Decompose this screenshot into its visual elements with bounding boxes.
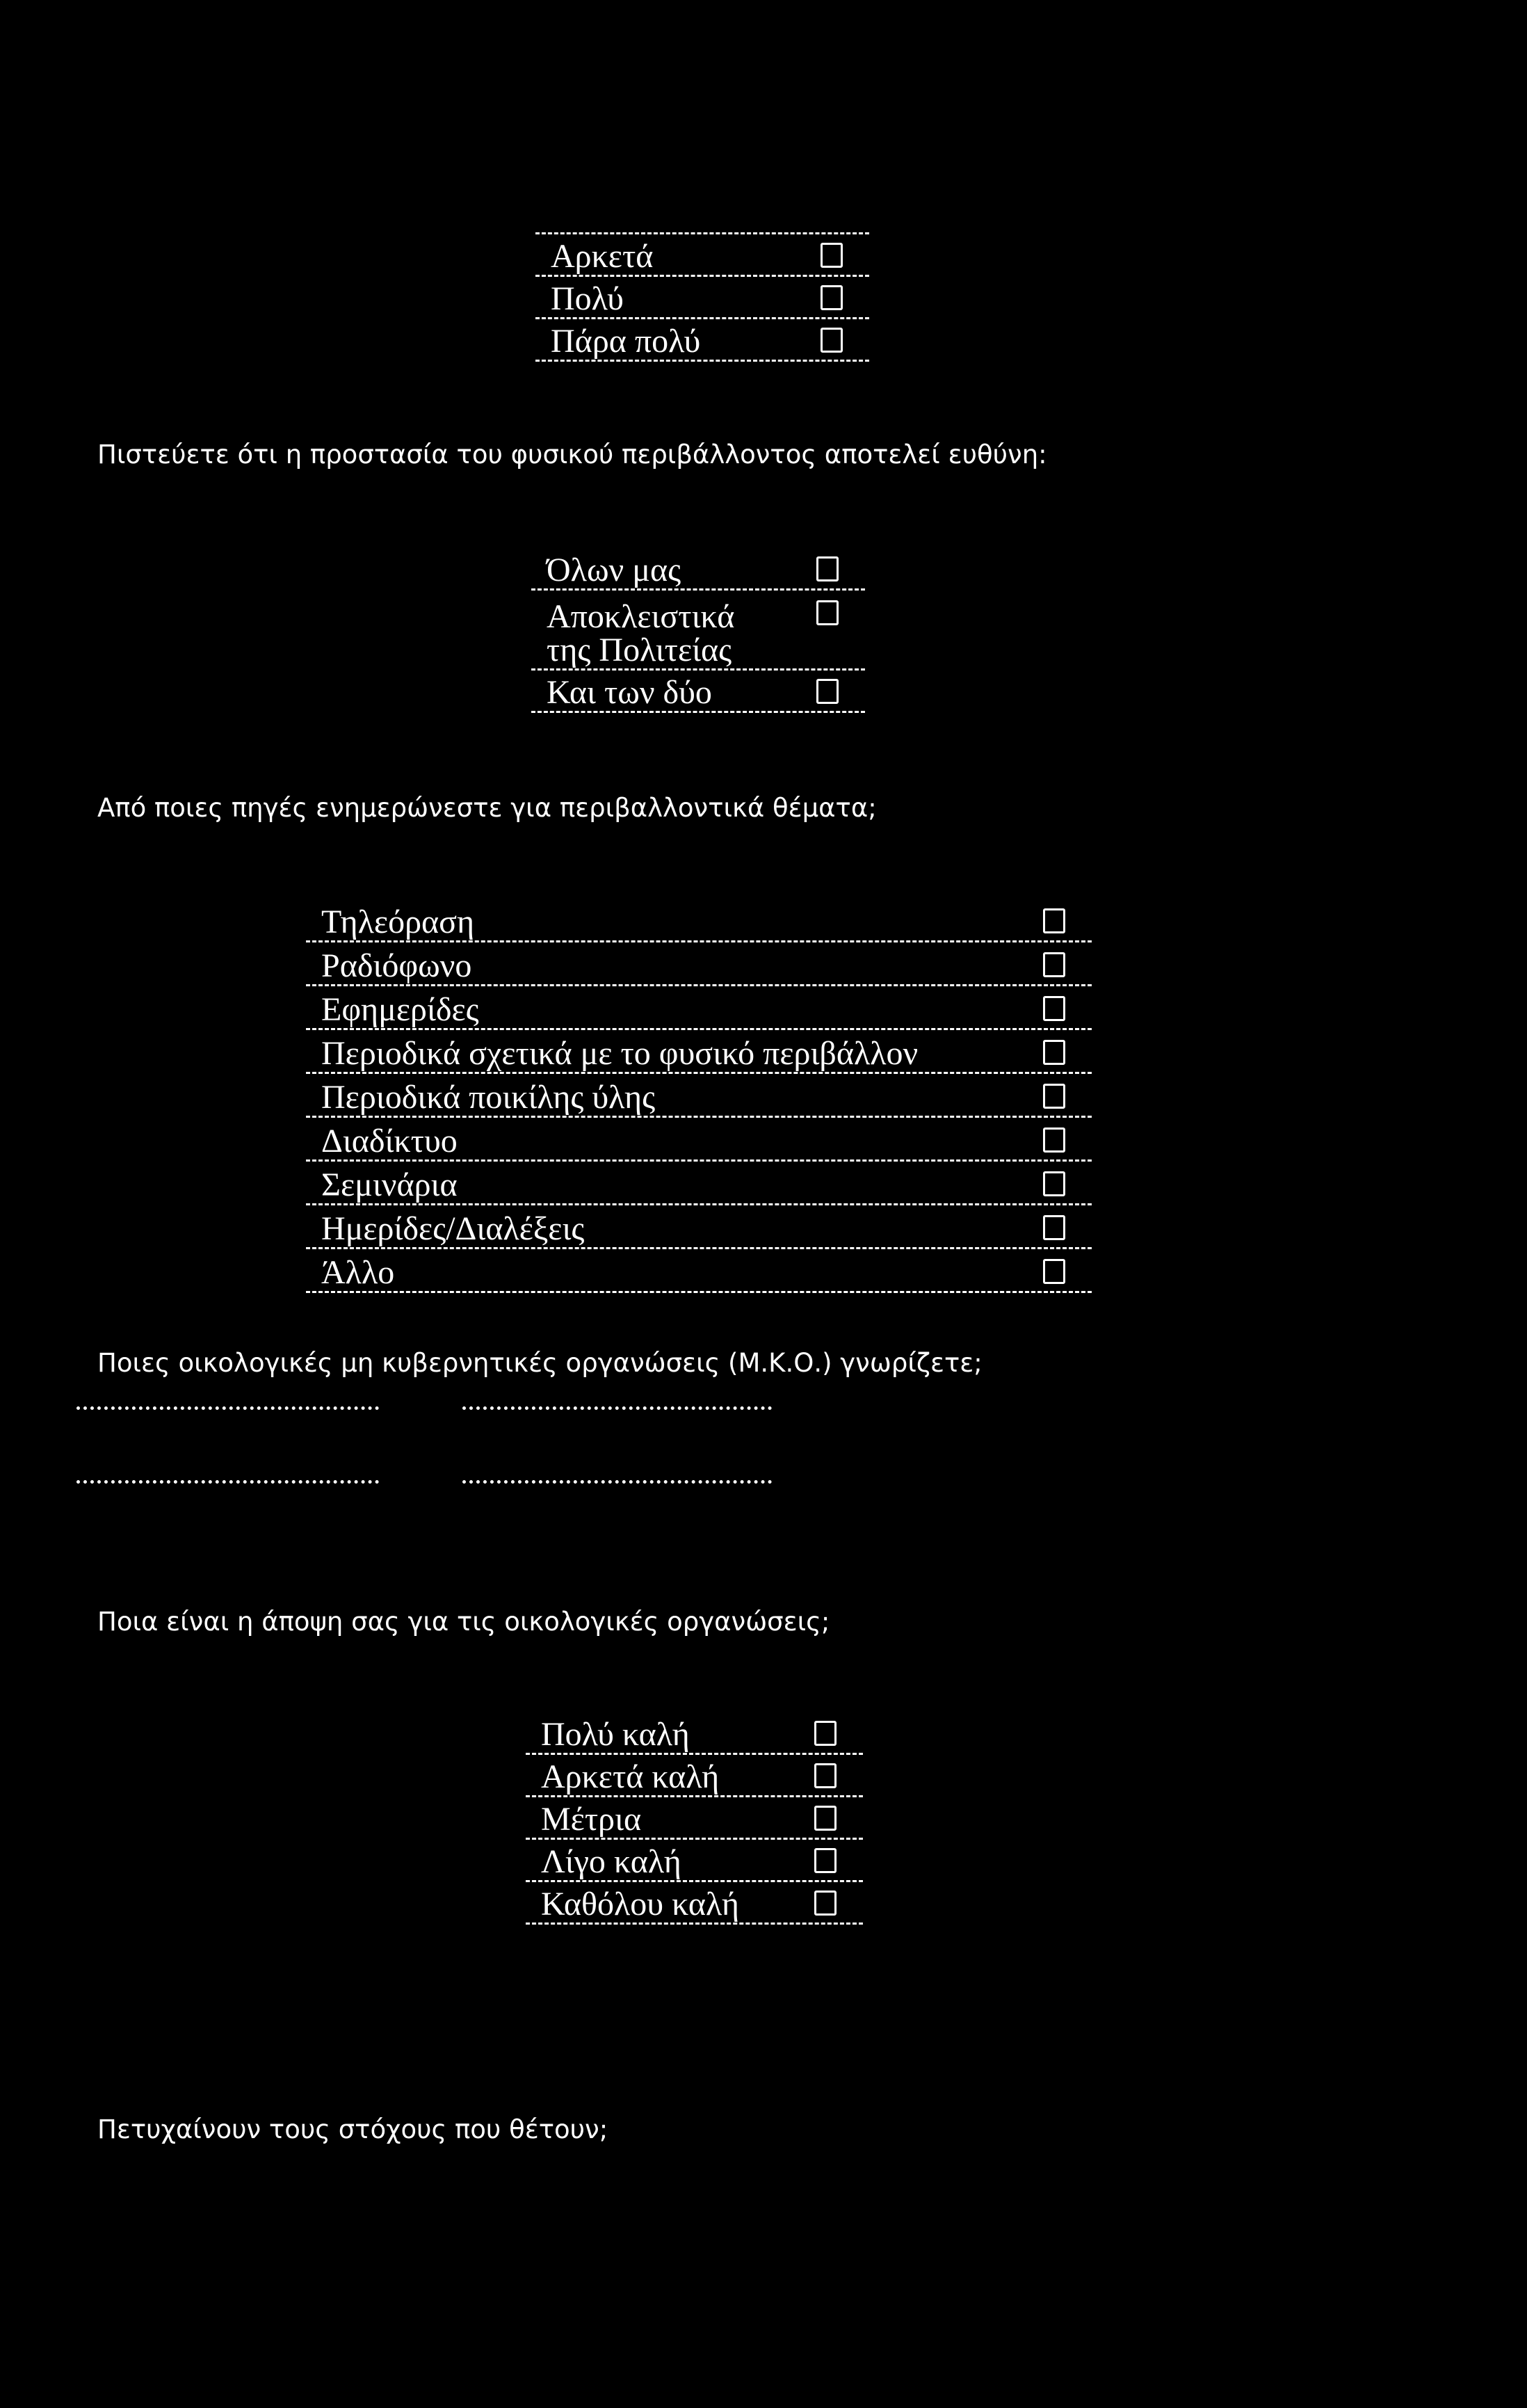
option-row (526, 1797, 863, 1840)
option-label: Σεμινάρια (321, 1166, 458, 1203)
question-opinion: Ποια είναι η άποψη σας για τις οικολογικές οργανώσεις; (97, 1607, 830, 1637)
opinion-options-table (526, 1710, 863, 1925)
option-row (526, 1710, 863, 1755)
checkbox[interactable] (1043, 952, 1065, 977)
option-label: Περιοδικά ποικίλης ύλης (321, 1079, 656, 1116)
option-row (531, 549, 865, 591)
answer-line[interactable] (76, 1480, 379, 1484)
sources-options-table (306, 897, 1092, 1293)
checkbox[interactable] (1043, 1084, 1065, 1109)
option-row (526, 1755, 863, 1797)
option-row (531, 671, 865, 713)
checkbox[interactable] (821, 285, 843, 310)
option-label: Διαδίκτυο (321, 1123, 458, 1159)
answer-line[interactable] (462, 1480, 772, 1484)
checkbox[interactable] (1043, 908, 1065, 933)
checkbox[interactable] (814, 1721, 837, 1746)
option-label: Όλων μας (547, 552, 681, 588)
checkbox[interactable] (821, 243, 843, 268)
checkbox[interactable] (1043, 996, 1065, 1021)
option-label: Περιοδικά σχετικά με το φυσικό περιβάλλον (321, 1035, 919, 1072)
checkbox[interactable] (1043, 1171, 1065, 1196)
option-label: Λίγο καλή (541, 1843, 681, 1880)
option-row (526, 1882, 863, 1925)
checkbox[interactable] (814, 1763, 837, 1788)
responsibility-options-table (531, 549, 865, 713)
option-row (535, 234, 869, 277)
option-label: Πολύ (551, 280, 624, 317)
checkbox[interactable] (816, 600, 839, 625)
option-row (306, 986, 1092, 1030)
checkbox[interactable] (1043, 1040, 1065, 1065)
option-row (526, 1840, 863, 1882)
checkbox[interactable] (814, 1848, 837, 1873)
option-label-line2: της Πολιτείας (547, 632, 732, 668)
checkbox[interactable] (816, 679, 839, 704)
option-label: Πολύ καλή (541, 1716, 690, 1753)
checkbox[interactable] (821, 328, 843, 353)
option-row (531, 591, 865, 671)
amount-options-table (535, 232, 869, 362)
option-row (306, 1249, 1092, 1293)
option-row (535, 319, 869, 362)
checkbox[interactable] (814, 1806, 837, 1831)
option-label: Εφημερίδες (321, 991, 479, 1028)
option-label: Άλλο (321, 1254, 395, 1291)
option-label: Αρκετά (551, 238, 654, 275)
answer-line[interactable] (462, 1406, 772, 1410)
option-row (306, 942, 1092, 986)
option-row (306, 1118, 1092, 1162)
checkbox[interactable] (1043, 1127, 1065, 1153)
answer-line[interactable] (76, 1406, 379, 1410)
option-label-line1: Αποκλειστικά (547, 598, 735, 635)
question-sources: Από ποιες πηγές ενημερώνεστε για περιβαλλοντικά θέματα; (97, 793, 877, 823)
option-label: Καθόλου καλή (541, 1886, 739, 1923)
option-label: Τηλεόραση (321, 904, 475, 940)
question-goals: Πετυχαίνουν τους στόχους που θέτουν; (97, 2114, 608, 2144)
option-label: Πάρα πολύ (551, 323, 701, 360)
option-row (535, 277, 869, 319)
option-row (306, 1030, 1092, 1074)
checkbox[interactable] (1043, 1215, 1065, 1240)
option-label: Και των δύο (547, 674, 712, 711)
question-env-responsibility: Πιστεύετε ότι η προστασία του φυσικού περιβάλλοντος αποτελεί ευθύνη: (97, 440, 1047, 469)
option-label: Αρκετά καλή (541, 1758, 720, 1795)
option-label: Ημερίδες/Διαλέξεις (321, 1210, 585, 1247)
checkbox[interactable] (814, 1891, 837, 1916)
option-label: Μέτρια (541, 1801, 642, 1838)
option-row (306, 897, 1092, 942)
option-row (306, 1205, 1092, 1249)
option-label (547, 600, 734, 667)
option-row (306, 1162, 1092, 1205)
option-label: Ραδιόφωνο (321, 947, 472, 984)
checkbox[interactable] (1043, 1259, 1065, 1284)
checkbox[interactable] (816, 556, 839, 581)
question-ngos: Ποιες οικολογικές μη κυβερνητικές οργανώσεις (Μ.Κ.Ο.) γνωρίζετε; (97, 1348, 983, 1378)
option-row (306, 1074, 1092, 1118)
